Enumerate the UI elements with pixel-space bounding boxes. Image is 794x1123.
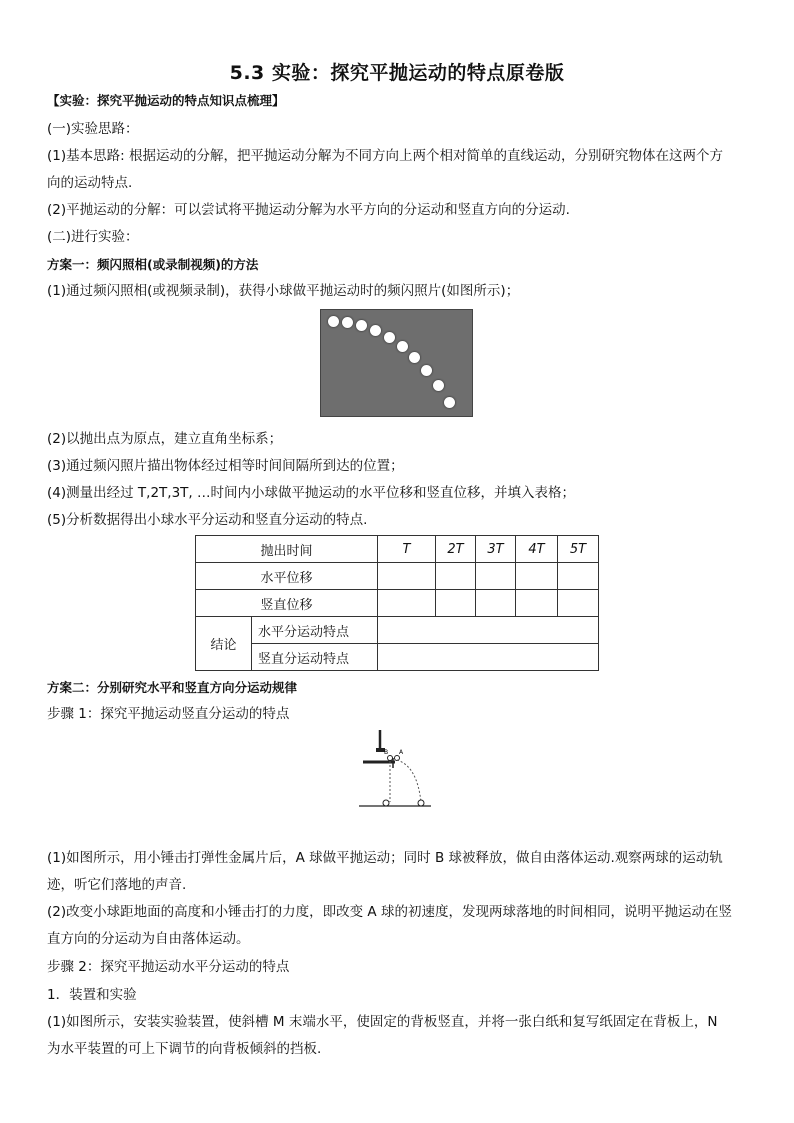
table-header-cell: T — [378, 536, 436, 563]
table-cell: 竖直位移 — [196, 590, 378, 617]
table-header-cell: 4T — [516, 536, 558, 563]
text-line: (2)平抛运动的分解：可以尝试将平抛运动分解为水平方向的分运动和竖直方向的分运动. — [47, 202, 570, 218]
text-line: 迹，听它们落地的声音. — [47, 877, 187, 893]
text-line: (二)进行实验： — [47, 229, 139, 245]
table-cell — [558, 590, 599, 617]
ball — [444, 397, 455, 408]
scheme-heading: 方案一：频闪照相(或录制视频)的方法 — [47, 257, 259, 272]
table-cell — [516, 563, 558, 590]
ball — [342, 317, 353, 328]
strobe-photo — [320, 309, 473, 417]
text-line: 步骤 2：探究平抛运动水平分运动的特点 — [47, 959, 290, 975]
table-row — [196, 590, 599, 617]
text-line: 步骤 1：探究平抛运动竖直分运动的特点 — [47, 706, 290, 722]
label-b: B — [384, 749, 389, 756]
ball — [397, 341, 408, 352]
table-cell — [378, 617, 599, 644]
text-line: 向的运动特点. — [47, 175, 133, 191]
table-cell — [476, 563, 516, 590]
table-header-cell: 2T — [436, 536, 476, 563]
text-line: (4)测量出经过 T,2T,3T, …时间内小球做平抛运动的水平位移和竖直位移，并填入表格； — [47, 485, 575, 501]
table-cell — [436, 590, 476, 617]
page-title: 5.3 实验：探究平抛运动的特点原卷版 — [229, 62, 565, 84]
text-line: 1．装置和实验 — [47, 987, 137, 1003]
table-row — [196, 644, 599, 671]
ball — [421, 365, 432, 376]
text-line: (一)实验思路： — [47, 121, 139, 137]
table-header-cell: 3T — [476, 536, 516, 563]
text-line: (5)分析数据得出小球水平分运动和竖直分运动的特点. — [47, 512, 368, 528]
table-cell — [436, 563, 476, 590]
ball — [384, 332, 395, 343]
table-cell — [378, 563, 436, 590]
table-cell — [558, 563, 599, 590]
text-line: (1)如图所示，安装实验装置，使斜槽 M 末端水平，使固定的背板竖直，并将一张白纸和复写纸固定在背板上，N — [47, 1014, 718, 1030]
data-table — [195, 535, 599, 671]
table-row — [196, 563, 599, 590]
ball — [328, 316, 339, 327]
ball — [370, 325, 381, 336]
text-line: 直方向的分运动为自由落体运动。 — [47, 931, 250, 947]
table-row — [196, 617, 599, 644]
table-cell: 水平分运动特点 — [252, 617, 378, 644]
ball — [356, 320, 367, 331]
falling-balls-apparatus-figure — [355, 728, 435, 812]
table-header-cell: 抛出时间 — [196, 536, 378, 563]
text-line: (1)通过频闪照相(或视频录制)，获得小球做平抛运动时的频闪照片(如图所示)； — [47, 283, 520, 299]
table-cell — [476, 590, 516, 617]
ball — [433, 380, 444, 391]
table-row — [196, 536, 599, 563]
ball — [409, 352, 420, 363]
text-line: (2)改变小球距地面的高度和小锤击打的力度，即改变 A 球的初速度，发现两球落地的时间相同，说明平抛运动在竖 — [47, 904, 732, 920]
table-cell: 水平位移 — [196, 563, 378, 590]
text-line: (2)以抛出点为原点，建立直角坐标系； — [47, 431, 283, 447]
table-cell — [378, 644, 599, 671]
text-line: 为水平装置的可上下调节的向背板倾斜的挡板. — [47, 1041, 322, 1057]
text-line: (1)基本思路: 根据运动的分解，把平抛运动分解为不同方向上两个相对简单的直线运动，分别研究物体在这两个方 — [47, 148, 723, 164]
section-header: 【实验：探究平抛运动的特点知识点梳理】 — [47, 93, 285, 108]
table-cell: 竖直分运动特点 — [252, 644, 378, 671]
table-header-cell: 5T — [558, 536, 599, 563]
table-cell: 结论 — [196, 617, 252, 671]
scheme-heading: 方案二：分别研究水平和竖直方向分运动规律 — [47, 680, 298, 695]
text-line: (3)通过频闪照片描出物体经过相等时间间隔所到达的位置； — [47, 458, 404, 474]
label-a: A — [399, 749, 404, 756]
text-line: (1)如图所示，用小锤击打弹性金属片后，A 球做平抛运动；同时 B 球被释放，做自由落体运动.观察两球的运动轨 — [47, 850, 723, 866]
table-cell — [378, 590, 436, 617]
table-cell — [516, 590, 558, 617]
